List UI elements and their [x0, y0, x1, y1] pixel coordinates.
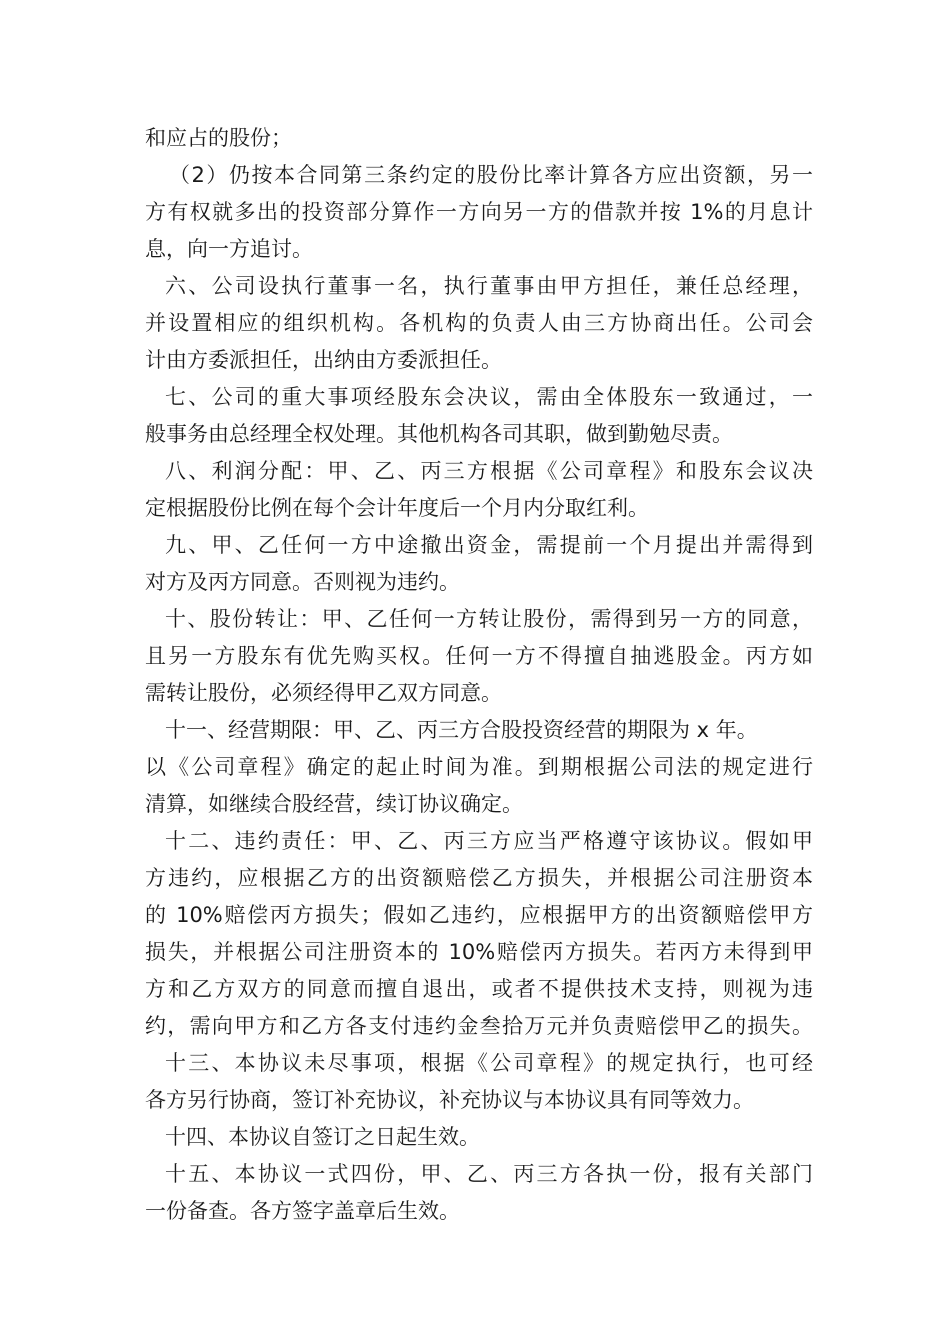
text-line: 十五、本协议一式四份，甲、乙、丙三方各执一份，报有关部门 — [165, 1162, 813, 1186]
text-line: 方有权就多出的投资部分算作一方向另一方的借款并按 1%的月息计 — [145, 200, 813, 224]
text-line: 对方及丙方同意。否则视为违约。 — [145, 570, 460, 594]
text-line: 方违约，应根据乙方的出资额赔偿乙方损失，并根据公司注册资本 — [145, 866, 813, 890]
text-line: 并设置相应的组织机构。各机构的负责人由三方协商出任。公司会 — [145, 311, 813, 335]
text-line: 方和乙方双方的同意而擅自退出，或者不提供技术支持，则视为违 — [145, 977, 813, 1001]
text-line: 的 10%赔偿丙方损失；假如乙违约，应根据甲方的出资额赔偿甲方 — [145, 903, 813, 927]
text-line: 十一、经营期限：甲、乙、丙三方合股投资经营的期限为 x 年。 — [165, 718, 758, 742]
text-line: 十四、本协议自签订之日起生效。 — [165, 1125, 480, 1149]
text-line: 九、甲、乙任何一方中途撤出资金，需提前一个月提出并需得到 — [165, 533, 813, 557]
text-line: 各方另行协商，签订补充协议，补充协议与本协议具有同等效力。 — [145, 1088, 754, 1112]
text-line: 六、公司设执行董事一名，执行董事由甲方担任，兼任总经理， — [165, 274, 813, 298]
text-line: 和应占的股份； — [145, 126, 292, 150]
text-line: 一份备查。各方签字盖章后生效。 — [145, 1199, 460, 1223]
text-line: 且另一方股东有优先购买权。任何一方不得擅自抽逃股金。丙方如 — [145, 644, 813, 668]
text-line: （2）仍按本合同第三条约定的股份比率计算各方应出资额，另一 — [169, 163, 813, 187]
text-line: 约，需向甲方和乙方各支付违约金叁拾万元并负责赔偿甲乙的损失。 — [145, 1014, 813, 1038]
text-line: 清算，如继续合股经营，续订协议确定。 — [145, 792, 523, 816]
text-line: 十、股份转让：甲、乙任何一方转让股份，需得到另一方的同意， — [165, 607, 813, 631]
text-line: 以《公司章程》确定的起止时间为准。到期根据公司法的规定进行 — [145, 755, 813, 779]
text-line: 般事务由总经理全权处理。其他机构各司其职，做到勤勉尽责。 — [145, 422, 733, 446]
text-line: 息，向一方追讨。 — [145, 237, 313, 261]
text-line: 七、公司的重大事项经股东会决议，需由全体股东一致通过，一 — [165, 385, 813, 409]
text-line: 需转让股份，必须经得甲乙双方同意。 — [145, 681, 502, 705]
text-line: 损失，并根据公司注册资本的 10%赔偿丙方损失。若丙方未得到甲 — [145, 940, 813, 964]
text-line: 十三、本协议未尽事项，根据《公司章程》的规定执行，也可经 — [165, 1051, 813, 1075]
contract-text — [145, 120, 813, 1230]
text-line: 八、利润分配：甲、乙、丙三方根据《公司章程》和股东会议决 — [165, 459, 813, 483]
text-line: 十二、违约责任：甲、乙、丙三方应当严格遵守该协议。假如甲 — [165, 829, 813, 853]
text-line: 计由方委派担任，出纳由方委派担任。 — [145, 348, 502, 372]
text-line: 定根据股份比例在每个会计年度后一个月内分取红利。 — [145, 496, 649, 520]
